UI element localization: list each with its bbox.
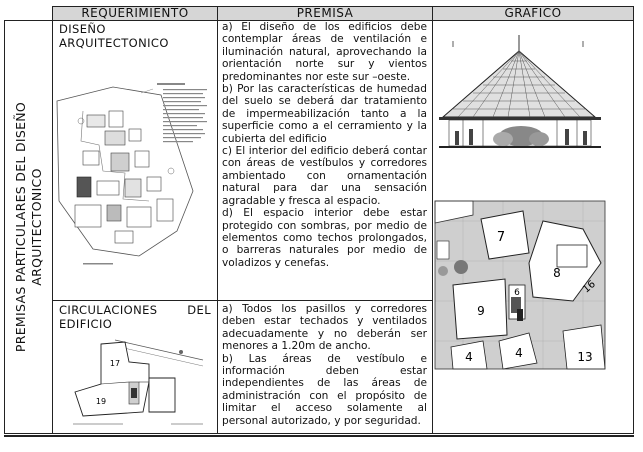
req-circulaciones-cell [53, 301, 218, 434]
header-premisa: PREMISA [218, 7, 433, 21]
req-circulaciones-title: CIRCULACIONES DEL EDIFICIO [59, 303, 211, 332]
grafico-cell [433, 21, 634, 434]
plan-label-13: 13 [577, 350, 593, 364]
premisas-circulaciones-cell [218, 301, 433, 434]
plan-label-7: 7 [496, 230, 506, 245]
side-label-cell [5, 21, 53, 434]
premisas-circulaciones-text [218, 301, 432, 427]
side-label: PREMISAS PARTICULARES DEL DISEÑO ARQUITECTONICO [12, 101, 44, 353]
site-plan-drawing [53, 81, 215, 281]
grafico-drawings [433, 21, 608, 433]
corner-cell [5, 7, 53, 21]
req-diseno-title: DISEÑO ARQUITECTONICO [59, 22, 169, 50]
premisa-diseno-d: d) El espacio interior debe estar protegido con sombras, por medio de elementos como techos prolongados, o barreras naturales por medio de voladizos y cenefas. [222, 207, 427, 269]
premisa-circ-a: a) Todos los pasillos y corredores deben estar techados y ventilados adecuadamente y no deberán ser menores a 1.20m de ancho. [222, 303, 427, 353]
premisa-diseno-b: b) Por las características de humedad del suelo se deberá dar tratamiento de impermeabilización tanto a la superficie como a el cerramiento y la cubierta del edificio [222, 83, 427, 145]
plan-label-9: 9 [477, 304, 485, 318]
premisas-table [4, 6, 634, 434]
circulation-plan-drawing [53, 332, 215, 432]
premisa-circ-b: b) Las áreas de vestíbulo e información deben estar independientes de las áreas de administración con el propósito de limitar el acceso solamente al personal autorizado, y por seguridad. [222, 352, 427, 427]
header-requerimiento: REQUERIMIENTO [53, 7, 218, 21]
building-elevation-drawing [439, 35, 601, 148]
circ-label-19: 19 [95, 397, 107, 407]
detail-plan-drawing [435, 201, 605, 369]
plan-label-8: 8 [553, 266, 561, 280]
plan-label-4a: 4 [465, 350, 473, 364]
circ-label-17: 17 [109, 359, 121, 369]
premisa-diseno-c: c) El interior del edificio deberá contar con áreas de vestíbulos y corredores ambientado con ornamentación natural para dar una sensación agradable y fresca al espacio. [222, 145, 427, 207]
req-diseno-cell [53, 21, 218, 301]
bottom-rule [4, 435, 634, 437]
premisas-table-sheet [4, 6, 634, 436]
premisas-diseno-cell [218, 21, 433, 301]
plan-label-4b: 4 [515, 346, 523, 360]
plan-label-6: 6 [514, 288, 520, 298]
premisa-diseno-a: a) El diseño de los edificios debe contemplar áreas de ventilación e iluminación natural, aprovechando la orientación norte sur y vientos predominantes nor este sur –oeste. [222, 21, 427, 83]
header-grafico: GRAFICO [433, 7, 634, 21]
plan-label-16: 16 [580, 278, 598, 296]
premisas-diseno-text [218, 21, 432, 269]
